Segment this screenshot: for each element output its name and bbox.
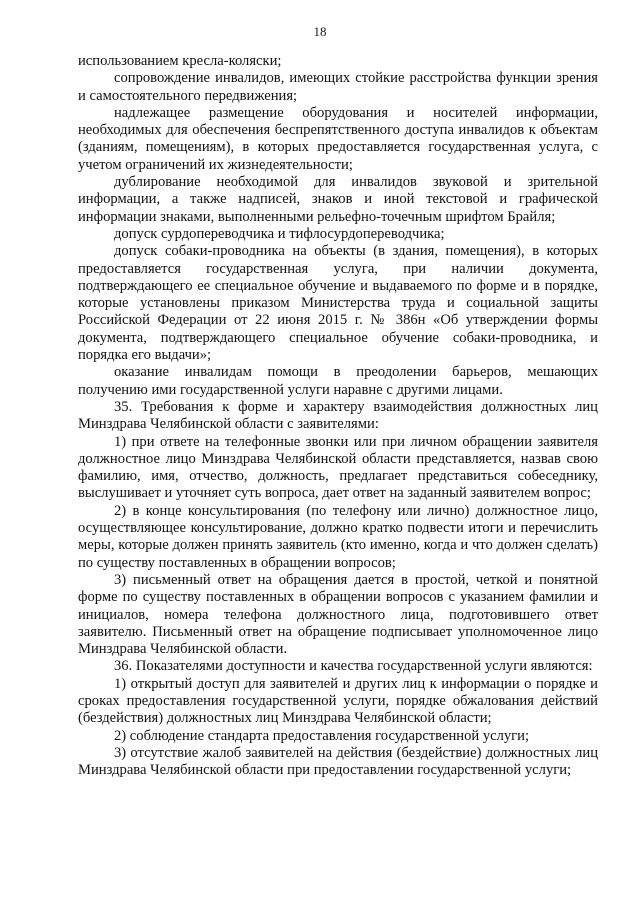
document-body <box>78 53 598 779</box>
paragraph-barrier-assistance: оказание инвалидам помощи в преодолении барьеров, мешающих получению ими государственной услуги наравне с другими лицами. <box>78 364 598 398</box>
paragraph-equipment-placement: надлежащее размещение оборудования и носителей информации, необходимых для обеспечения беспрепятственного доступа инвалидов к объектам (зданиям, помещениям), в которых предоставляется государственная услуга, с учетом ограничений их жизнедеятельности; <box>78 104 598 173</box>
page-number: 18 <box>313 24 327 39</box>
paragraph-guide-dog: допуск собаки-проводника на объекты (в здания, помещения), в которых предоставляется государственная услуга, при наличии документа, подтверждающего ее специальное обучение и выдаваемого по форме и в порядке, которые установлены приказом Министерства труда и социальной защиты Российской Федерации от 22 июня 2015 г. № 386н «Об утверждении формы документа, подтверждающего специальное обучение собаки-проводника, и порядка его выдачи»; <box>78 243 598 364</box>
paragraph-36-item-3: 3) отсутствие жалоб заявителей на действия (бездействие) должностных лиц Минздрава Челябинской области при предоставлении государственной услуги; <box>78 744 598 779</box>
paragraph-36-item-2: 2) соблюдение стандарта предоставления государственной услуги; <box>114 727 530 744</box>
paragraph-35-item-2: 2) в конце консультирования (по телефону или лично) должностное лицо, осуществляющее консультирование, должно кратко подвести итоги и перечислить меры, которые должен принять заявитель (кто именно, когда и что должен сделать) по существу поставленных в обращении вопросов; <box>78 502 598 571</box>
paragraph-section-35: 35. Требования к форме и характеру взаимодействия должностных лиц Минздрава Челябинской области с заявителями: <box>78 398 598 433</box>
paragraph-continuation: использованием кресла-коляски; <box>78 53 282 69</box>
paragraph-sign-interpreter: допуск сурдопереводчика и тифлосурдопереводчика; <box>114 225 445 242</box>
paragraph-escort-disabled: сопровождение инвалидов, имеющих стойкие расстройства функции зрения и самостоятельного передвижения; <box>78 70 598 104</box>
paragraph-35-item-1: 1) при ответе на телефонные звонки или при личном обращении заявителя должностное лицо Минздрава Челябинской области представляется, назвав свою фамилию, имя, отчество, должность, предлагает представиться собеседнику, выслушивает и уточняет суть вопроса, дает ответ на заданный заявителем вопрос; <box>78 433 598 502</box>
paragraph-section-36: 36. Показателями доступности и качества государственной услуги являются: <box>114 658 593 675</box>
paragraph-braille-duplication: дублирование необходимой для инвалидов звуковой и зрительной информации, а также надписей, знаков и иной текстовой и графической информации знаками, выполненными рельефно-точечным шрифтом Брайля; <box>78 174 598 225</box>
paragraph-35-item-3: 3) письменный ответ на обращения дается в простой, четкой и понятной форме по существу поставленных в обращении вопросов с указанием фамилии и инициалов, номера телефона должностного лица, подготовившего ответ заявителю. Письменный ответ на обращение подписывает уполномоченное лицо Минздрава Челябинской области. <box>78 571 598 658</box>
paragraph-36-item-1: 1) открытый доступ для заявителей и других лиц к информации о порядке и сроках предоставления государственной услуги, порядке обжалования действий (бездействия) должностных лиц Минздрава Челябинской области; <box>78 675 598 727</box>
